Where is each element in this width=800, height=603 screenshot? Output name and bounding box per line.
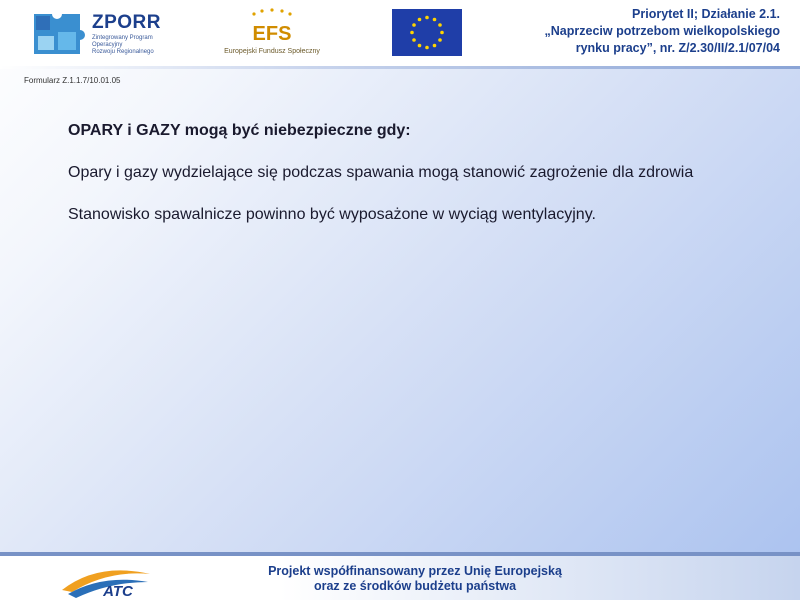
zporr-logo (30, 8, 160, 60)
eu-star (412, 38, 416, 42)
eu-star (438, 23, 442, 27)
efs-logo-text: EFS (252, 23, 292, 45)
eu-stars-icon (392, 9, 462, 56)
eu-star (412, 23, 416, 27)
eu-star (440, 31, 444, 35)
content-paragraph-2: Stanowisko spawalnicze powinno być wyposażone w wyciąg wentylacyjny. (68, 206, 596, 223)
priority-line: Priorytet II; Działanie 2.1. (632, 7, 780, 21)
header-divider (0, 66, 800, 69)
header-bar (0, 0, 800, 66)
footer-bar (0, 556, 800, 600)
zporr-title: ZPORR (92, 12, 161, 33)
eu-star (433, 18, 437, 22)
eu-star (418, 44, 422, 48)
priority-line: rynku pracy”, nr. Z/2.30/II/2.1/07/04 (575, 41, 780, 55)
footer-text (215, 564, 615, 594)
eu-star (425, 16, 429, 20)
content-paragraph-1: Opary i gazy wydzielające się podczas spawania mogą stanowić zagrożenie dla zdrowia (68, 164, 694, 181)
efs-stars-icon (222, 6, 322, 48)
footer-line: Projekt współfinansowany przez Unię Europejską (268, 564, 562, 578)
puzzle-icon (30, 8, 88, 58)
priority-line: „Naprzeciw potrzebom wielkopolskiego (544, 24, 780, 38)
eu-star (418, 18, 422, 22)
content-heading: OPARY i GAZY mogą być niebezpieczne gdy: (68, 122, 411, 139)
content (68, 120, 736, 246)
atc-logo-text: ATC (103, 583, 133, 598)
eu-flag (392, 9, 462, 56)
priority-info (460, 6, 780, 57)
eu-star (425, 46, 429, 50)
zporr-subtitle: Zintegrowany Program Operacyjny Rozwoju Regionalnego (92, 35, 154, 55)
eu-star (410, 31, 414, 35)
atc-logo (58, 560, 154, 598)
atc-logo-icon (58, 560, 154, 598)
form-code: Formularz Z.1.1.7/10.01.05 (24, 76, 121, 85)
efs-logo (222, 6, 322, 62)
eu-star (433, 44, 437, 48)
footer-line: oraz ze środków budżetu państwa (313, 579, 517, 593)
efs-caption: Europejski Fundusz Społeczny (224, 48, 320, 55)
eu-star (438, 38, 442, 42)
